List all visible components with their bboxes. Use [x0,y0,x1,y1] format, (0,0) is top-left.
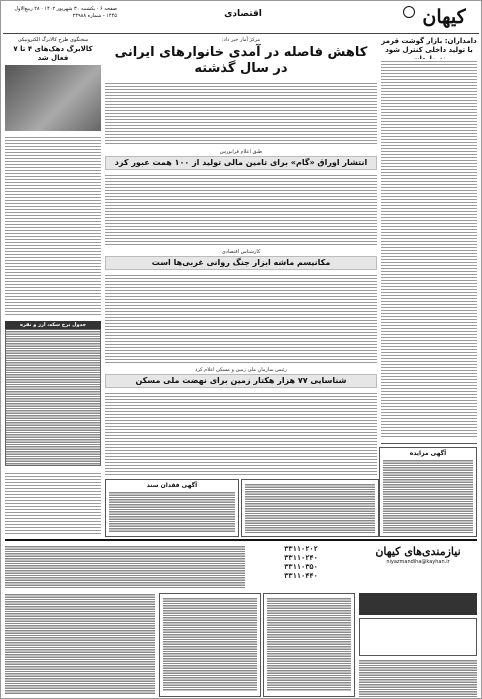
story4-headline: شناسایی ۷۷ هزار هکتار زمین برای نهضت ملی مسکن [105,374,377,388]
story3-headline: مکانیسم ماشه ابزار جنگ روانی غربی‌ها است [105,256,377,270]
lead-body [105,81,377,145]
lost-document-notice [105,479,239,537]
ad-text [359,659,477,697]
lost-notice-title: آگهی فقدان سند [146,482,198,489]
ad-box [359,618,477,656]
left-kicker: سخنگوی طرح کالابرگ الکترونیکی [17,37,89,43]
classifieds-site: niyazmandiha@kayhan.ir [386,559,450,565]
section-title: اقتصادی [224,9,262,19]
market-table [5,321,101,466]
market-table-rows [5,329,101,466]
phone-number: ۳۳۱۱۰۲۴۰ [284,554,318,562]
left-headline-line2: فعال شد [37,54,69,62]
lead-headline-line2: در سال گذشته [194,61,288,76]
masthead [3,3,479,34]
classifieds-title: نیازمندی‌های کیهان [375,545,461,558]
left-column-footer-text [5,471,101,535]
story2-body [105,173,377,245]
right-headline-line2: با تولید داخلی کنترل شود [385,46,473,54]
classified-ads-left [5,593,155,695]
classified-ad-box [263,593,355,697]
right-column-body [381,59,477,439]
phone-number: ۳۳۱۱۰۲۰۲ [284,545,318,553]
story3-body [105,273,377,363]
dateline: صفحه ۶ · یکشنبه ۳۰ شهریور ۱۴۰۲ · ۲۸ ربیع‌الاول ۱۴۴۵ - شماره ۲۳۹۸۸ [14,6,117,19]
story4-kicker: رئیس سازمان ملی زمین و مسکن اعلام کرد [195,367,287,373]
classified-ad-text [163,597,257,691]
story4-body [105,391,377,475]
divider [381,443,477,444]
notice-box [379,447,477,537]
classified-ad-text [267,597,351,691]
right-headline-line1: دامداران: بازار گوشت قرمز [381,37,477,45]
left-column-body [5,135,101,317]
notice-title: آگهی مزایده [409,450,447,457]
other-notices [241,479,379,537]
ad-banner [359,593,477,615]
classified-ad-box [159,593,261,697]
classifieds-phone-grid [5,545,245,589]
classifieds-header [359,545,477,585]
lead-headline-line1: کاهش فاصله در آمدی خانوارهای ایرانی [114,45,368,60]
kayhan-logo: کیهان [422,6,466,28]
story2-kicker: طبق اعلام فرابورس [219,149,263,155]
left-headline-line1: کالابرگ دهک‌های ۴ تا ۷ [13,45,93,53]
other-notices-body [245,483,375,533]
lead-kicker: مرکز آمار خبر داد: [221,37,261,43]
card-payment-photo [5,65,101,131]
phone-number: ۳۳۱۱۰۳۵۰ [284,563,318,571]
notice-body [383,459,473,533]
story2-headline: انتشار اوراق «گام» برای تامین مالی تولید از ۱۰۰ همت عبور کرد [105,156,377,170]
market-table-title: جدول نرخ سکه، ارز و نقره [5,321,101,329]
classifieds-divider [5,539,477,541]
phone-number: ۳۳۱۱۰۴۴۰ [284,572,318,580]
story3-kicker: کارشناس اقتصادی [221,249,261,255]
classifieds-phones [251,545,351,581]
logo-seal-icon [403,6,415,18]
classified-ads-right [359,593,477,695]
lost-notice-body [109,491,235,533]
